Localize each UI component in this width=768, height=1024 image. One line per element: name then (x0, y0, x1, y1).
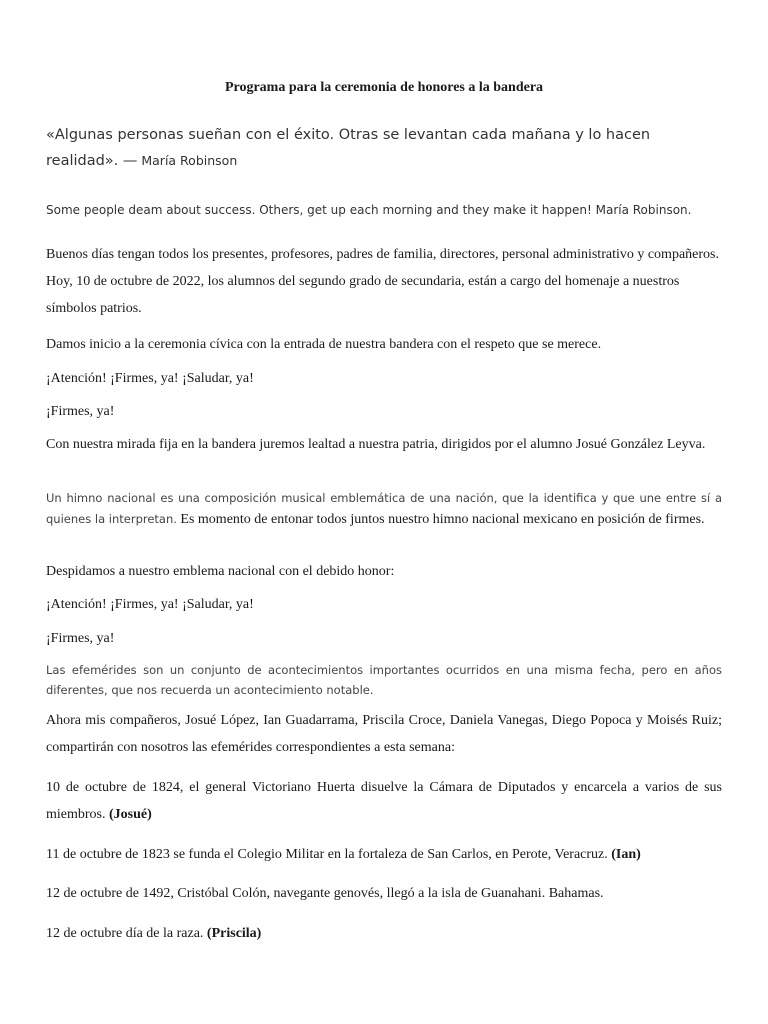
anthem-paragraph (46, 488, 722, 530)
event-speaker: (Josué) (109, 807, 152, 822)
event-item (46, 841, 722, 868)
presenters-paragraph: Ahora mis compañeros, Josué López, Ian Guadarrama, Priscila Croce, Daniela Vanegas, Diego Popoca y Moisés Ruiz; compartirán con nosotros las efemérides correspondientes a esta semana: (46, 713, 722, 755)
event-text: 12 de octubre día de la raza. (46, 926, 207, 941)
event-text: 12 de octubre de 1492, Cristóbal Colón, navegante genovés, llegó a la isla de Guanahani. Bahamas. (46, 886, 604, 901)
event-speaker: (Ian) (611, 847, 641, 862)
quote-paragraph (46, 122, 722, 174)
anthem-definition: Un himno nacional es una composición musical emblemática de una nación, que la identifica y que une entre sí a quienes la interpretan. (46, 491, 722, 526)
document-title: Programa para la ceremonia de honores a la bandera (224, 80, 544, 95)
greeting-paragraph: Buenos días tengan todos los presentes, profesores, padres de familia, directores, personal administrativo y compañeros. Hoy, 10 de octubre de 2022, los alumnos del segundo grado de secundaria, están a cargo del homenaje a nuestros símbolos patrios. (46, 247, 719, 316)
command-salute-1: ¡Atención! ¡Firmes, ya! ¡Saludar, ya! (46, 371, 254, 386)
event-speaker: (Priscila) (206, 926, 262, 941)
farewell-paragraph: Despidamos a nuestro emblema nacional con el debido honor: (46, 564, 395, 579)
oath-paragraph: Con nuestra mirada fija en la bandera juremos lealtad a nuestra patria, dirigidos por el alumno Josué González Leyva. (46, 437, 706, 452)
event-item (46, 880, 722, 907)
command-firm-2: ¡Firmes, ya! (46, 631, 115, 646)
ceremony-start: Damos inicio a la ceremonia cívica con la entrada de nuestra bandera con el respeto que se merece. (46, 337, 602, 352)
command-salute-2: ¡Atención! ¡Firmes, ya! ¡Saludar, ya! (46, 597, 254, 612)
anthem-instruction: Es momento de entonar todos juntos nuestro himno nacional mexicano en posición de firmes. (176, 512, 705, 527)
efemerides-definition: Las efemérides son un conjunto de acontecimientos importantes ocurridos en una misma fecha, pero en años diferentes, que nos recuerda un acontecimiento notable. (46, 663, 722, 697)
event-text: 11 de octubre de 1823 se funda el Colegio Militar en la fortaleza de San Carlos, en Perote, Veracruz. (46, 847, 612, 862)
quote-text: «Algunas personas sueñan con el éxito. Otras se levantan cada mañana y lo hacen realidad». — (46, 127, 651, 169)
event-item (46, 920, 722, 947)
event-item (46, 774, 722, 828)
event-text: 10 de octubre de 1824, el general Victoriano Huerta disuelve la Cámara de Diputados y encarcela a varios de sus miembros. (46, 780, 722, 822)
english-quote: Some people deam about success. Others, get up each morning and they make it happen! María Robinson. (46, 203, 692, 217)
command-firm-1: ¡Firmes, ya! (46, 404, 115, 419)
quote-author: María Robinson (137, 153, 238, 168)
